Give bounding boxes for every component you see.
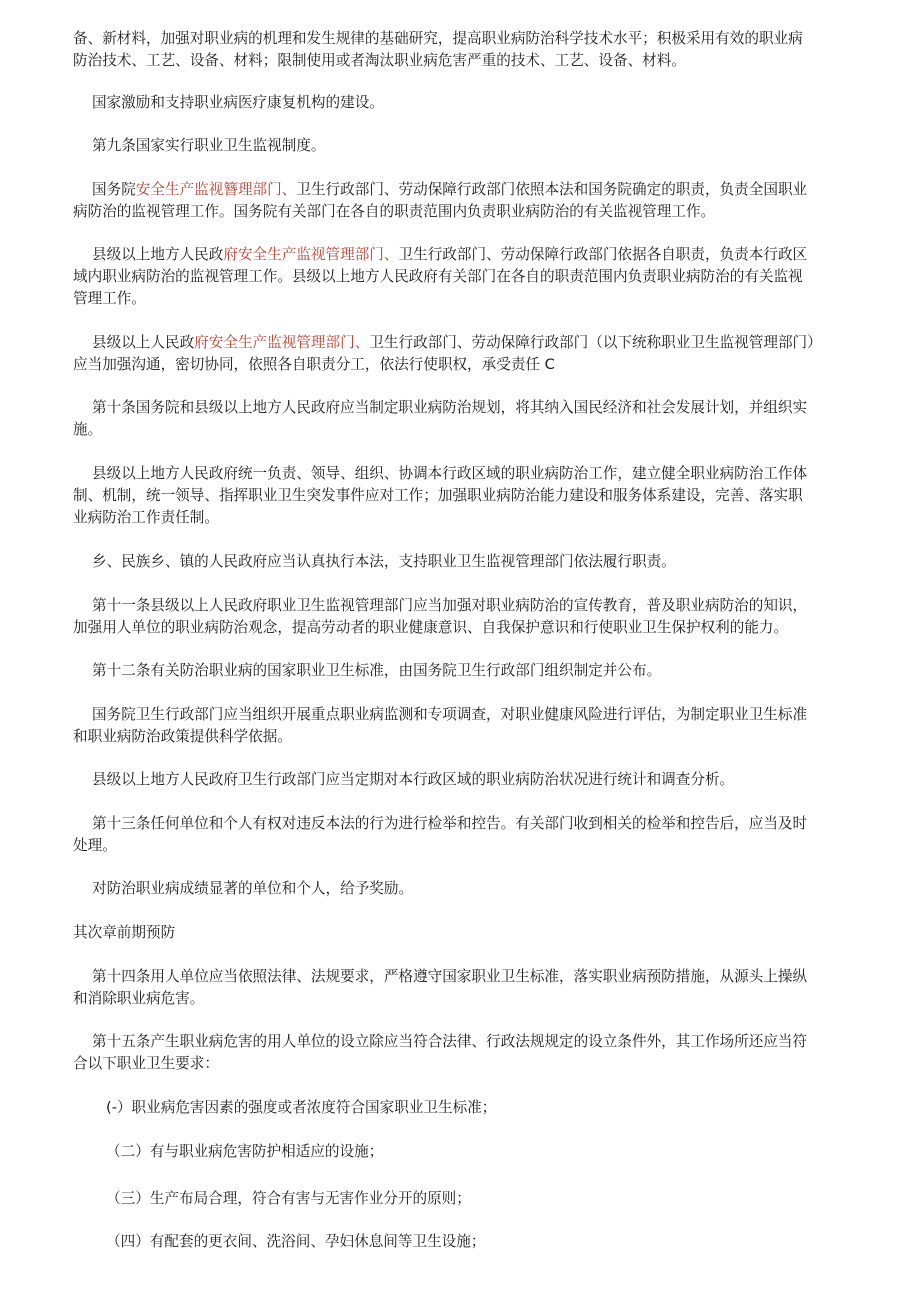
paragraph-county-duties xyxy=(73,244,863,310)
text-line: 备、新材料，加强对职业病的机理和发生规律的基础研究，提高职业病防治科学技术水平；积极采用有效的职业病 xyxy=(73,30,803,47)
text-line: 业病防治工作责任制。 xyxy=(73,509,219,526)
article-10 xyxy=(73,397,863,441)
list-item-4 xyxy=(73,1231,863,1253)
paragraph-monitoring xyxy=(73,704,863,748)
paragraph-county-government xyxy=(73,463,863,529)
article-9-heading xyxy=(73,135,863,157)
text-line: 国家激励和支持职业病医疗康复机构的建设。 xyxy=(92,94,384,111)
article-12 xyxy=(73,660,863,682)
paragraph-statistics xyxy=(73,769,863,791)
text-line: 域内职业病防治的监视管理工作。县级以上地方人民政府有关部门在各自的职责范围内负责职业病防治的有关监视 xyxy=(73,268,803,285)
text-line: 乡、民族乡、镇的人民政府应当认真执行本法，支持职业卫生监视管理部门依法履行职责。 xyxy=(92,553,676,570)
text-line: 第九条国家实行职业卫生监视制度。 xyxy=(92,137,326,154)
text-line: 第十四条用人单位应当依照法律、法规要求，严格遵守国家职业卫生标准，落实职业病预防措施，从源头上操纵 xyxy=(92,968,808,985)
text-line: (-）职业病危害因素的强度或者浓度符合国家职业卫生标准； xyxy=(106,1099,497,1116)
text-run: 卫生行政部门、劳动保障行政部门依据各自职责，负责本行政区 xyxy=(398,246,808,263)
text-line: 制、机制，统一领导、指挥职业卫生突发事件应对工作；加强职业病防治能力建设和服务体系建设，完善、落实职 xyxy=(73,487,803,504)
text-line: （四）有配套的更衣间、洗浴间、孕妇休息间等卫生设施； xyxy=(106,1233,486,1250)
text-line: （三）生产布局合理，符合有害与无害作业分开的原则； xyxy=(106,1190,471,1207)
list-item-3 xyxy=(73,1188,863,1210)
text-line: 和职业病防治政策提供科学依据。 xyxy=(73,728,292,745)
text-line: 县级以上地方人民政府统一负责、领导、组织、协调本行政区域的职业病防治工作，建立健全职业病防治工作体 xyxy=(92,465,808,482)
list-item-2 xyxy=(73,1141,863,1163)
text-line: 第十三条任何单位和个人有权对违反本法的行为进行检举和控告。有关部门收到相关的检举和控告后，应当及时 xyxy=(92,815,808,832)
article-15 xyxy=(73,1031,863,1075)
article-14 xyxy=(73,966,863,1010)
text-run: 国务院 xyxy=(92,181,136,198)
highlighted-text: 府安全生产监视管理部门、 xyxy=(194,334,370,351)
text-line: 对防治职业病成绩显著的单位和个人，给予奖励。 xyxy=(92,880,414,897)
text-line: 其次章前期预防 xyxy=(73,924,176,941)
text-line: 第十二条有关防治职业病的国家职业卫生标准，由国务院卫生行政部门组织制定并公布。 xyxy=(92,662,662,679)
text-run: 卫生行政部门、劳动保障行政部门（以下统称职业卫生监视管理部门） xyxy=(369,334,822,351)
text-line: 处理。 xyxy=(73,837,117,854)
text-line: 病防治的监视管理工作。国务院有关部门在各自的职责范围内负责职业病防治的有关监视管理工作。 xyxy=(73,203,716,220)
text-line: （二）有与职业病危害防护相适应的设施； xyxy=(106,1143,384,1160)
highlighted-text: 安全生产监视簪理部门、 xyxy=(135,181,297,198)
article-11 xyxy=(73,595,863,639)
text-line xyxy=(73,244,863,266)
text-line: 应当加强沟通，密切协同，依照各自职责分工，依法行使职权，承受责任 C xyxy=(73,356,555,373)
text-line: 和消除职业病危害。 xyxy=(73,990,205,1007)
list-item-1 xyxy=(73,1097,863,1119)
paragraph-coordination xyxy=(73,332,863,376)
paragraph-rewards xyxy=(73,878,863,900)
text-run: 县级以上地方人民政 xyxy=(92,246,224,263)
paragraph-state-council-duties xyxy=(73,179,863,223)
paragraph-rehab xyxy=(73,92,863,114)
paragraph-research xyxy=(73,28,863,72)
text-line: 县级以上地方人民政府卫生行政部门应当定期对本行政区域的职业病防治状况进行统计和调查分析。 xyxy=(92,771,735,788)
text-line: 管理工作。 xyxy=(73,290,146,307)
text-run: 卫生行政部门、劳动保障行政部门依照本法和国务院确定的职责，负责全国职业 xyxy=(296,181,808,198)
text-run: 县级以上人民政 xyxy=(92,334,195,351)
article-13 xyxy=(73,813,863,857)
text-line: 国务院卫生行政部门应当组织开展重点职业病监测和专项调查，对职业健康风险进行评估，为制定职业卫生标准 xyxy=(92,706,808,723)
text-line xyxy=(73,179,863,201)
text-line: 第十五条产生职业病危害的用人单位的设立除应当符合法律、行政法规规定的设立条件外，其工作场所还应当符 xyxy=(92,1033,808,1050)
chapter-2-heading xyxy=(73,922,863,944)
text-line: 第十一条县级以上人民政府职业卫生监视管理部门应当加强对职业病防治的宣传教育，普及职业病防治的知识， xyxy=(92,597,808,614)
highlighted-text: 府安全生产监视管理部门、 xyxy=(223,246,399,263)
text-line: 施。 xyxy=(73,421,103,438)
paragraph-township xyxy=(73,551,863,573)
text-line: 合以下职业卫生要求： xyxy=(73,1055,219,1072)
text-line: 防治技术、工艺、设备、材料；限制使用或者淘汰职业病危害严重的技术、工艺、设备、材料。 xyxy=(73,52,686,69)
text-line: 第十条国务院和县级以上地方人民政府应当制定职业病防治规划，将其纳入国民经济和社会发展计划，并组织实 xyxy=(92,399,808,416)
text-line: 加强用人单位的职业病防治观念，提高劳动者的职业健康意识、自我保护意识和行使职业卫生保护权利的能力。 xyxy=(73,619,789,636)
text-line xyxy=(73,332,863,354)
